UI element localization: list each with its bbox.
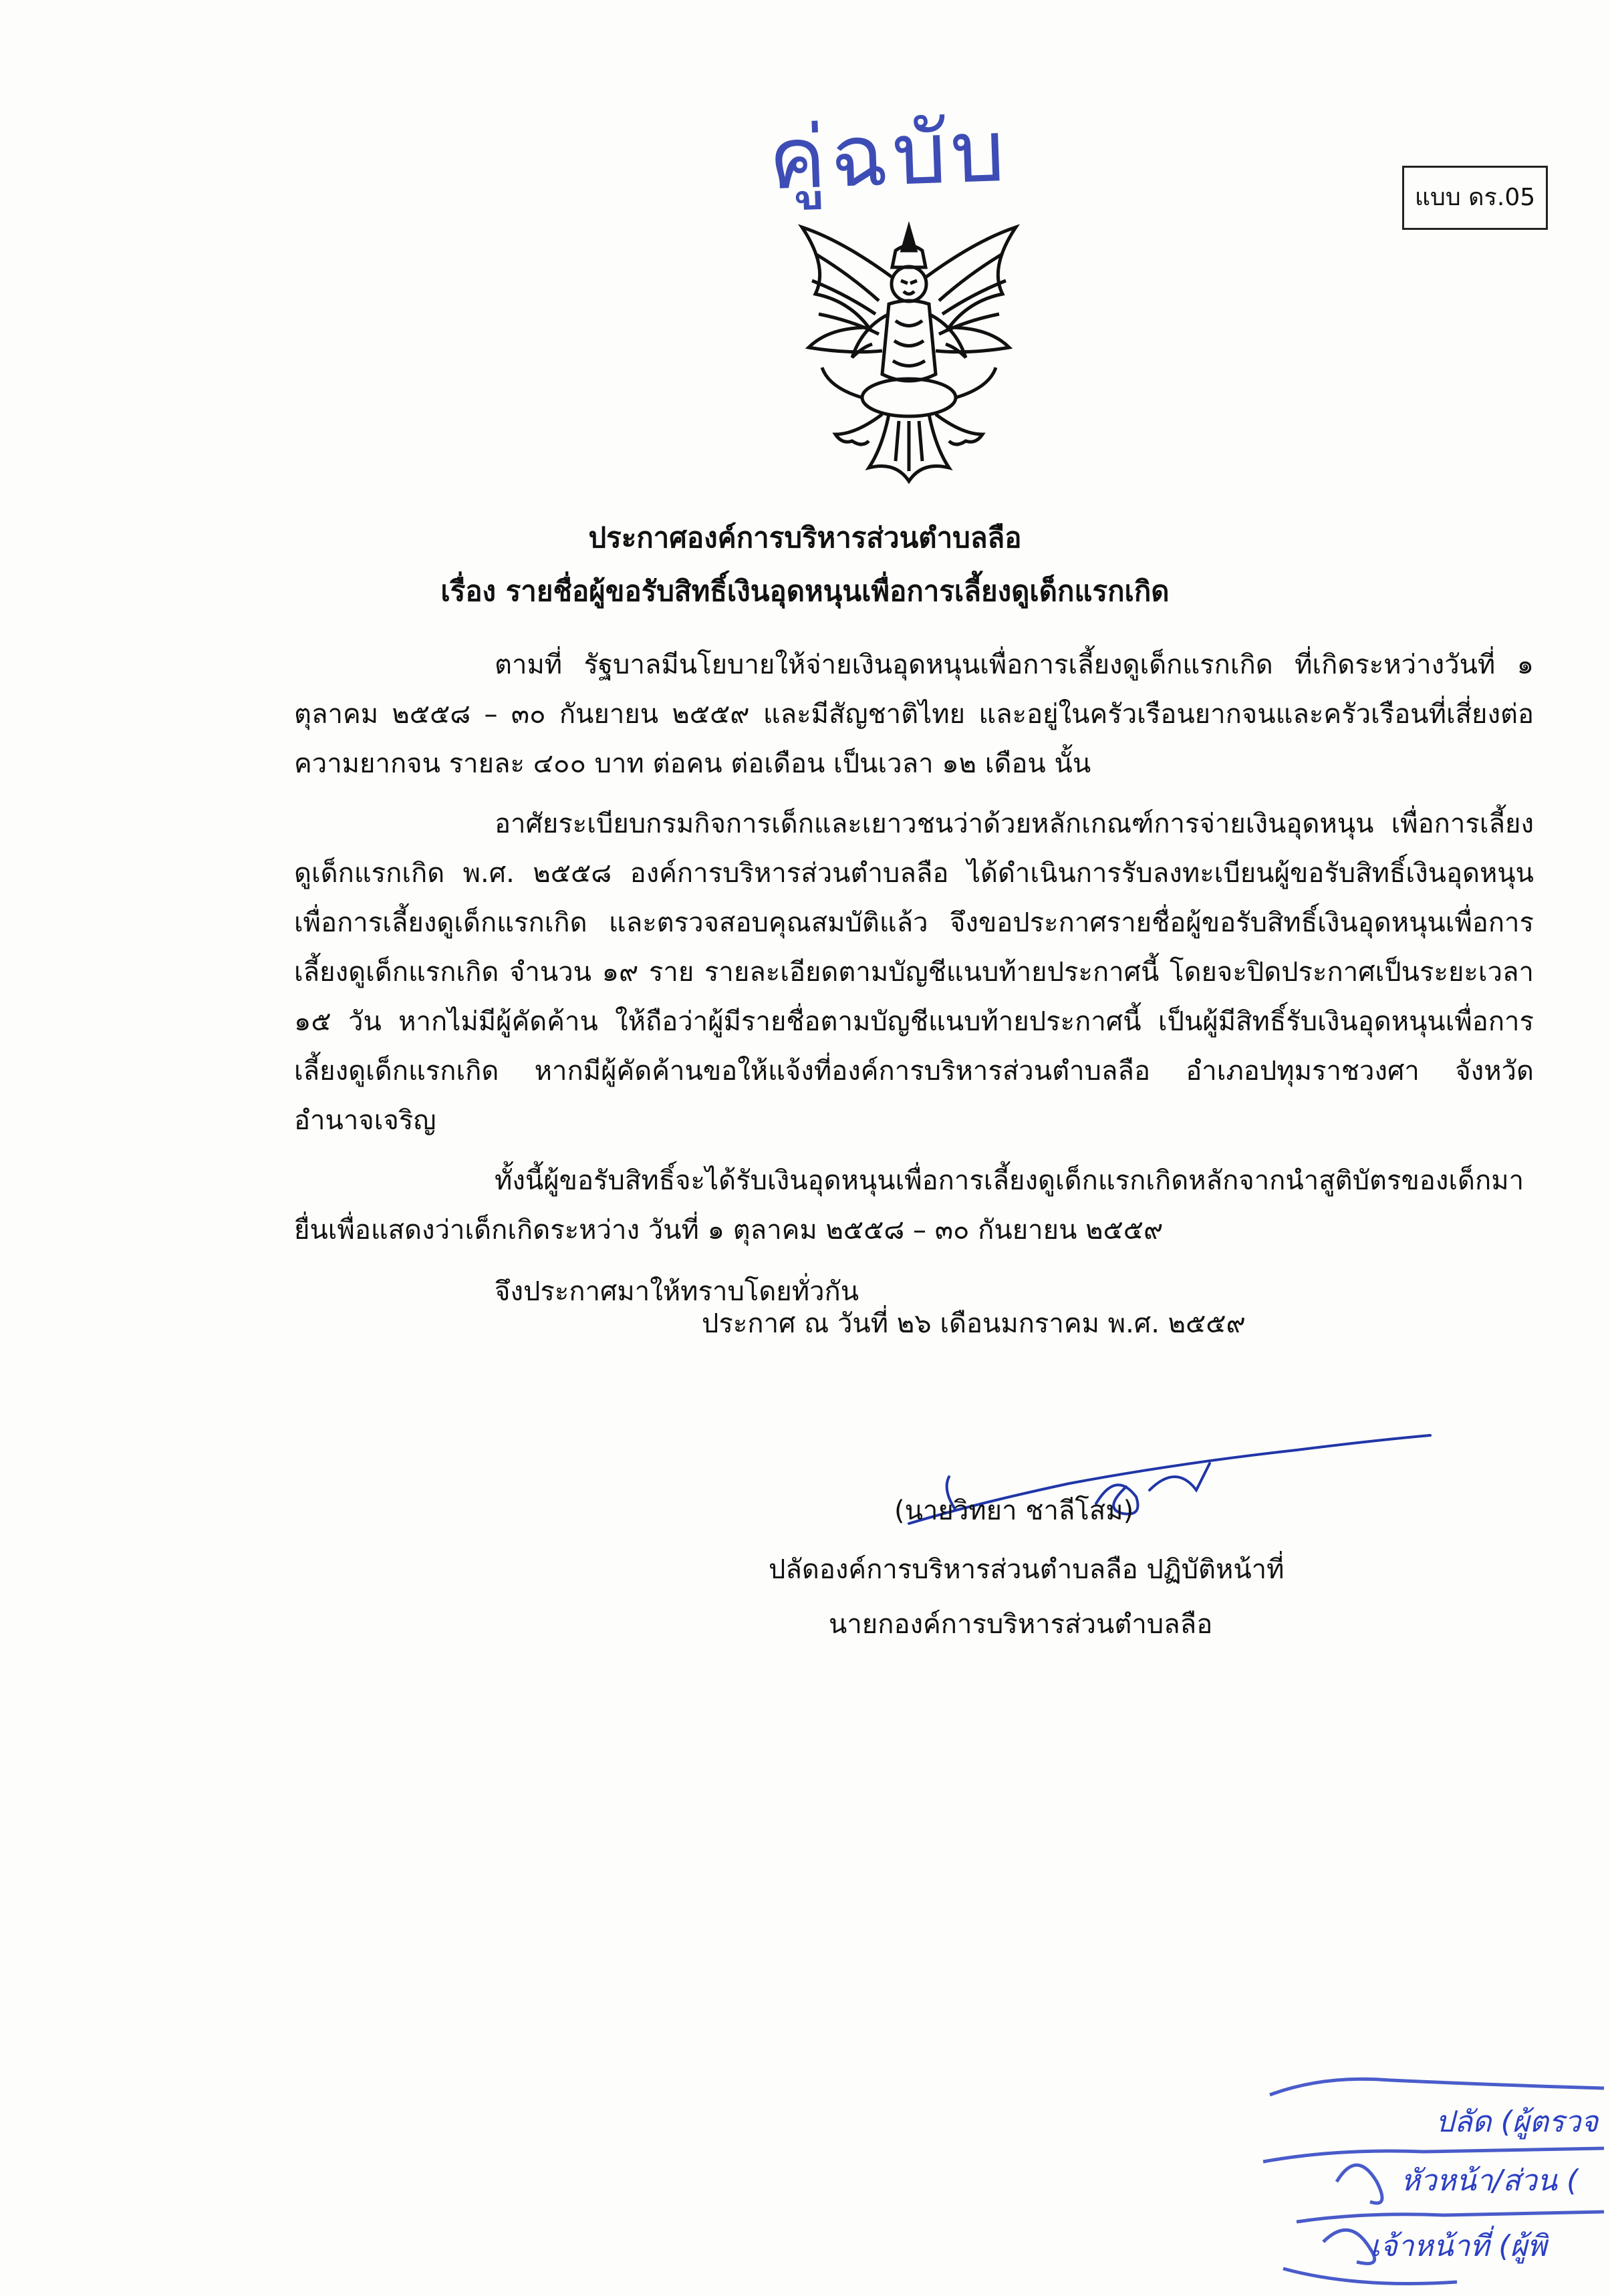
paragraph-registration: อาศัยระเบียบกรมกิจการเด็กและเยาวชนว่าด้วยหลักเกณฑ์การจ่ายเงินอุดหนุน เพื่อการเลี้ยงดูเด็กแรกเกิด พ.ศ. ๒๕๕๘ องค์การบริหารส่วนตำบลลือ ได้ดำเนินการรับลงทะเบียนผู้ขอรับสิทธิ์เงินอุดหนุนเพื่อการเลี้ยงดูเด็กแรกเกิด และตรวจสอบคุณสมบัติแล้ว จึงขอประกาศรายชื่อผู้ขอรับสิทธิ์เงินอุดหนุนเพื่อการเลี้ยงดูเด็กแรกเกิด จำนวน ๑๙ ราย รายละเอียดตามบัญชีแนบท้ายประกาศนี้ โดยจะปิดประกาศเป็นระยะเวลา ๑๕ วัน หากไม่มีผู้คัดค้าน ให้ถือว่าผู้มีรายชื่อตามบัญชีแนบท้ายประกาศนี้ เป็นผู้มีสิทธิ์รับเงินอุดหนุนเพื่อการเลี้ยงดูเด็กแรกเกิด หากมีผู้คัดค้านขอให้แจ้งที่องค์การบริหารส่วนตำบลลือ อำเภอปทุมราชวงศา จังหวัดอำนาจเจริญ: [294, 809, 1534, 1136]
paragraph-closing: จึงประกาศมาให้ทราบโดยทั่วกัน: [495, 1276, 859, 1307]
paragraph-policy: ตามที่ รัฐบาลมีนโยบายให้จ่ายเงินอุดหนุนเพื่อการเลี้ยงดูเด็กแรกเกิด ที่เกิดระหว่างวันที่ ๑ ตุลาคม ๒๕๕๘ – ๓๐ กันยายน ๒๕๕๙ และมีสัญชาติไทย และอยู่ในครัวเรือนยากจนและครัวเรือนที่เสี่ยงต่อความยากจน รายละ ๔๐๐ บาท ต่อคน ต่อเดือน เป็นเวลา ๑๒ เดือน นั้น: [294, 650, 1534, 779]
signer-role: นายกองค์การบริหารส่วนตำบลลือ: [829, 1609, 1213, 1640]
announcement-date: ประกาศ ณ วันที่ ๒๖ เดือนมกราคม พ.ศ. ๒๕๕๙: [702, 1308, 1246, 1339]
review-stamp-line-2: หัวหน้า/ส่วน (: [1401, 2164, 1579, 2198]
paragraph-birth-certificate: ทั้งนี้ผู้ขอรับสิทธิ์จะได้รับเงินอุดหนุนเพื่อการเลี้ยงดูเด็กแรกเกิดหลักจากนำสูติบัตรของเด็กมายื่นเพื่อแสดงว่าเด็กเกิดระหว่าง วันที่ ๑ ตุลาคม ๒๕๕๘ – ๓๐ กันยายน ๒๕๕๙: [294, 1165, 1524, 1246]
announcement-subject: เรื่อง รายชื่อผู้ขอรับสิทธิ์เงินอุดหนุนเพื่อการเลี้ยงดูเด็กแรกเกิด: [440, 575, 1170, 607]
announcement-heading: ประกาศองค์การบริหารส่วนตำบลลือ: [588, 521, 1022, 554]
announcement-body: [294, 640, 1534, 1327]
signer-name: (นายวิทยา ชาลีโสม): [894, 1495, 1134, 1526]
review-stamp-line-1: ปลัด (ผู้ตรวจ: [1436, 2105, 1599, 2139]
signer-title: ปลัดองค์การบริหารส่วนตำบลลือ ปฏิบัติหน้าที่: [769, 1554, 1285, 1585]
form-code-box: แบบ ดร.05: [1402, 166, 1548, 230]
copy-stamp: คู่ฉบับ: [767, 101, 1011, 210]
review-stamp-line-3: เจ้าหน้าที่ (ผู้พิ: [1370, 2229, 1547, 2263]
garuda-emblem-icon: [789, 214, 1029, 494]
